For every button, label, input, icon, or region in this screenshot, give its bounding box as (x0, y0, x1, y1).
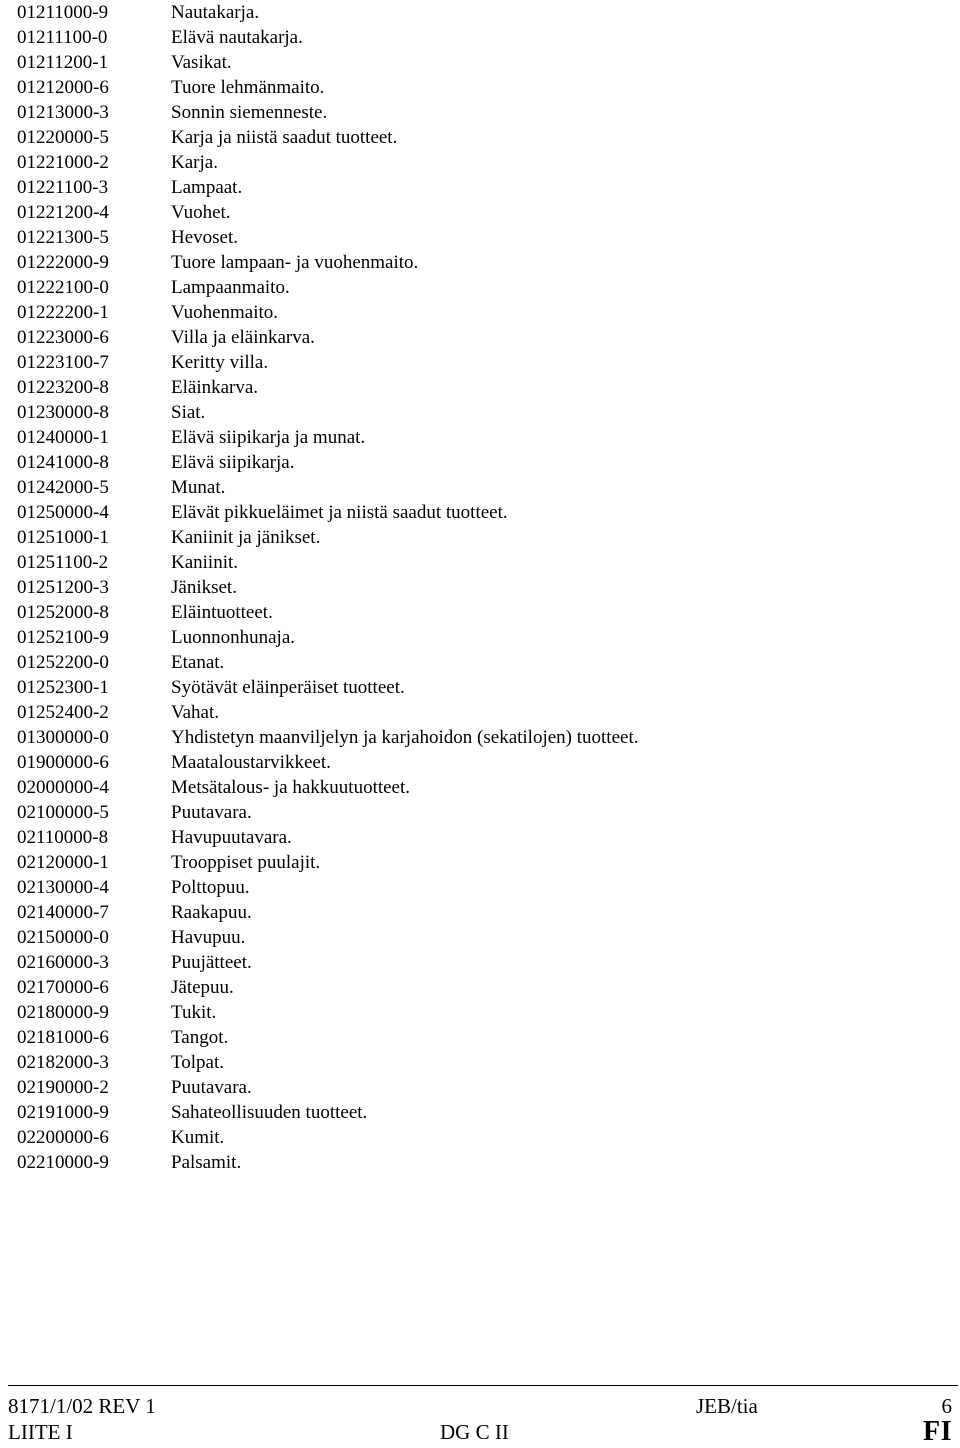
cpv-description: Elävä siipikarja ja munat. (171, 427, 366, 448)
list-item (17, 375, 947, 400)
cpv-code: 02000000-4 (17, 777, 109, 798)
cpv-code: 02110000-8 (17, 827, 109, 848)
list-item (17, 150, 947, 175)
cpv-description: Palsamit. (171, 1152, 242, 1173)
cpv-description: Etanat. (171, 652, 225, 673)
cpv-description: Kaniinit. (171, 552, 239, 573)
cpv-code: 01221300-5 (17, 227, 109, 248)
cpv-code: 01230000-8 (17, 402, 109, 423)
list-item (17, 1025, 947, 1050)
cpv-code: 01221100-3 (17, 177, 109, 198)
cpv-description: Kumit. (171, 1127, 225, 1148)
cpv-code: 02180000-9 (17, 1002, 109, 1023)
cpv-code: 01220000-5 (17, 127, 109, 148)
cpv-description: Vahat. (171, 702, 220, 723)
cpv-description: Polttopuu. (171, 877, 250, 898)
cpv-code: 01223000-6 (17, 327, 109, 348)
page-number: 6 (941, 1394, 952, 1418)
cpv-code: 02170000-6 (17, 977, 109, 998)
cpv-code: 01213000-3 (17, 102, 109, 123)
footer-divider (8, 1385, 958, 1386)
cpv-description: Sahateollisuuden tuotteet. (171, 1102, 368, 1123)
cpv-code: 02120000-1 (17, 852, 109, 873)
cpv-description: Puutavara. (171, 802, 252, 823)
cpv-code: 02100000-5 (17, 802, 109, 823)
cpv-code: 02130000-4 (17, 877, 109, 898)
list-item (17, 925, 947, 950)
list-item (17, 0, 947, 25)
cpv-description: Elävät pikkueläimet ja niistä saadut tuotteet. (171, 502, 508, 523)
cpv-code: 02191000-9 (17, 1102, 109, 1123)
cpv-description: Elävä nautakarja. (171, 27, 303, 48)
list-item (17, 625, 947, 650)
cpv-code: 01221000-2 (17, 152, 109, 173)
cpv-description: Raakapuu. (171, 902, 252, 923)
list-item (17, 750, 947, 775)
cpv-description: Hevoset. (171, 227, 239, 248)
cpv-code: 01211000-9 (17, 2, 109, 23)
cpv-code: 01242000-5 (17, 477, 109, 498)
cpv-description: Kaniinit ja jänikset. (171, 527, 321, 548)
author-initials: JEB/tia (696, 1394, 758, 1418)
cpv-code: 01251100-2 (17, 552, 109, 573)
page-footer (8, 1390, 954, 1446)
list-item (17, 250, 947, 275)
code-list (17, 0, 947, 1175)
list-item (17, 725, 947, 750)
list-item (17, 700, 947, 725)
cpv-code: 01212000-6 (17, 77, 109, 98)
list-item (17, 950, 947, 975)
cpv-description: Tuore lehmänmaito. (171, 77, 325, 98)
cpv-description: Syötävät eläinperäiset tuotteet. (171, 677, 405, 698)
list-item (17, 300, 947, 325)
cpv-code: 02190000-2 (17, 1077, 109, 1098)
cpv-description: Lampaanmaito. (171, 277, 290, 298)
cpv-description: Havupuutavara. (171, 827, 292, 848)
cpv-description: Lampaat. (171, 177, 243, 198)
cpv-description: Villa ja eläinkarva. (171, 327, 315, 348)
cpv-description: Havupuu. (171, 927, 246, 948)
list-item (17, 550, 947, 575)
list-item (17, 850, 947, 875)
directorate-label: DG C II (440, 1420, 509, 1444)
list-item (17, 575, 947, 600)
cpv-description: Puujätteet. (171, 952, 252, 973)
list-item (17, 200, 947, 225)
list-item (17, 400, 947, 425)
cpv-code: 01222100-0 (17, 277, 109, 298)
cpv-description: Puutavara. (171, 1077, 252, 1098)
list-item (17, 1075, 947, 1100)
list-item (17, 475, 947, 500)
list-item (17, 350, 947, 375)
cpv-code: 01252200-0 (17, 652, 109, 673)
cpv-code: 01223100-7 (17, 352, 109, 373)
list-item (17, 900, 947, 925)
cpv-description: Jänikset. (171, 577, 237, 598)
cpv-description: Trooppiset puulajit. (171, 852, 321, 873)
list-item (17, 875, 947, 900)
cpv-code: 01211100-0 (17, 27, 108, 48)
cpv-code: 01223200-8 (17, 377, 109, 398)
list-item (17, 825, 947, 850)
cpv-description: Yhdistetyn maanviljelyn ja karjahoidon (sekatilojen) tuotteet. (171, 727, 639, 748)
list-item (17, 1050, 947, 1075)
cpv-code: 01252000-8 (17, 602, 109, 623)
cpv-code: 02160000-3 (17, 952, 109, 973)
list-item (17, 1150, 947, 1175)
cpv-code: 02150000-0 (17, 927, 109, 948)
cpv-code: 01251000-1 (17, 527, 109, 548)
list-item (17, 650, 947, 675)
list-item (17, 975, 947, 1000)
annex-label: LIITE I (8, 1420, 73, 1444)
cpv-description: Metsätalous- ja hakkuutuotteet. (171, 777, 411, 798)
list-item (17, 125, 947, 150)
cpv-code: 01221200-4 (17, 202, 109, 223)
cpv-code: 01251200-3 (17, 577, 109, 598)
list-item (17, 600, 947, 625)
list-item (17, 100, 947, 125)
list-item (17, 225, 947, 250)
list-item (17, 425, 947, 450)
list-item (17, 675, 947, 700)
cpv-code: 01222200-1 (17, 302, 109, 323)
list-item (17, 25, 947, 50)
cpv-code: 01252400-2 (17, 702, 109, 723)
cpv-code: 01241000-8 (17, 452, 109, 473)
list-item (17, 800, 947, 825)
cpv-description: Eläintuotteet. (171, 602, 273, 623)
cpv-code: 01222000-9 (17, 252, 109, 273)
cpv-code: 01900000-6 (17, 752, 109, 773)
list-item (17, 1100, 947, 1125)
list-item (17, 775, 947, 800)
list-item (17, 50, 947, 75)
cpv-code: 02200000-6 (17, 1127, 109, 1148)
cpv-code: 01240000-1 (17, 427, 109, 448)
cpv-description: Luonnonhunaja. (171, 627, 296, 648)
cpv-description: Maataloustarvikkeet. (171, 752, 331, 773)
cpv-code: 02140000-7 (17, 902, 109, 923)
document-reference: 8171/1/02 REV 1 (8, 1394, 156, 1418)
cpv-code: 01211200-1 (17, 52, 109, 73)
cpv-description: Eläinkarva. (171, 377, 259, 398)
cpv-description: Sonnin siemenneste. (171, 102, 328, 123)
list-item (17, 325, 947, 350)
cpv-description: Nautakarja. (171, 2, 260, 23)
cpv-description: Munat. (171, 477, 226, 498)
cpv-code: 01250000-4 (17, 502, 109, 523)
language-code: FI (923, 1416, 952, 1447)
cpv-description: Jätepuu. (171, 977, 234, 998)
list-item (17, 1000, 947, 1025)
cpv-description: Tolpat. (171, 1052, 225, 1073)
list-item (17, 275, 947, 300)
cpv-code: 01252100-9 (17, 627, 109, 648)
list-item (17, 500, 947, 525)
list-item (17, 525, 947, 550)
cpv-description: Tangot. (171, 1027, 229, 1048)
cpv-description: Vasikat. (171, 52, 232, 73)
list-item (17, 175, 947, 200)
list-item (17, 75, 947, 100)
cpv-code: 01252300-1 (17, 677, 109, 698)
cpv-code: 02181000-6 (17, 1027, 109, 1048)
cpv-code: 01300000-0 (17, 727, 109, 748)
list-item (17, 1125, 947, 1150)
cpv-description: Elävä siipikarja. (171, 452, 295, 473)
cpv-code: 02210000-9 (17, 1152, 109, 1173)
cpv-description: Siat. (171, 402, 206, 423)
cpv-description: Tuore lampaan- ja vuohenmaito. (171, 252, 419, 273)
cpv-description: Vuohenmaito. (171, 302, 279, 323)
cpv-description: Keritty villa. (171, 352, 269, 373)
cpv-description: Karja. (171, 152, 218, 173)
list-item (17, 450, 947, 475)
cpv-description: Karja ja niistä saadut tuotteet. (171, 127, 398, 148)
cpv-code: 02182000-3 (17, 1052, 109, 1073)
cpv-description: Vuohet. (171, 202, 231, 223)
cpv-description: Tukit. (171, 1002, 217, 1023)
